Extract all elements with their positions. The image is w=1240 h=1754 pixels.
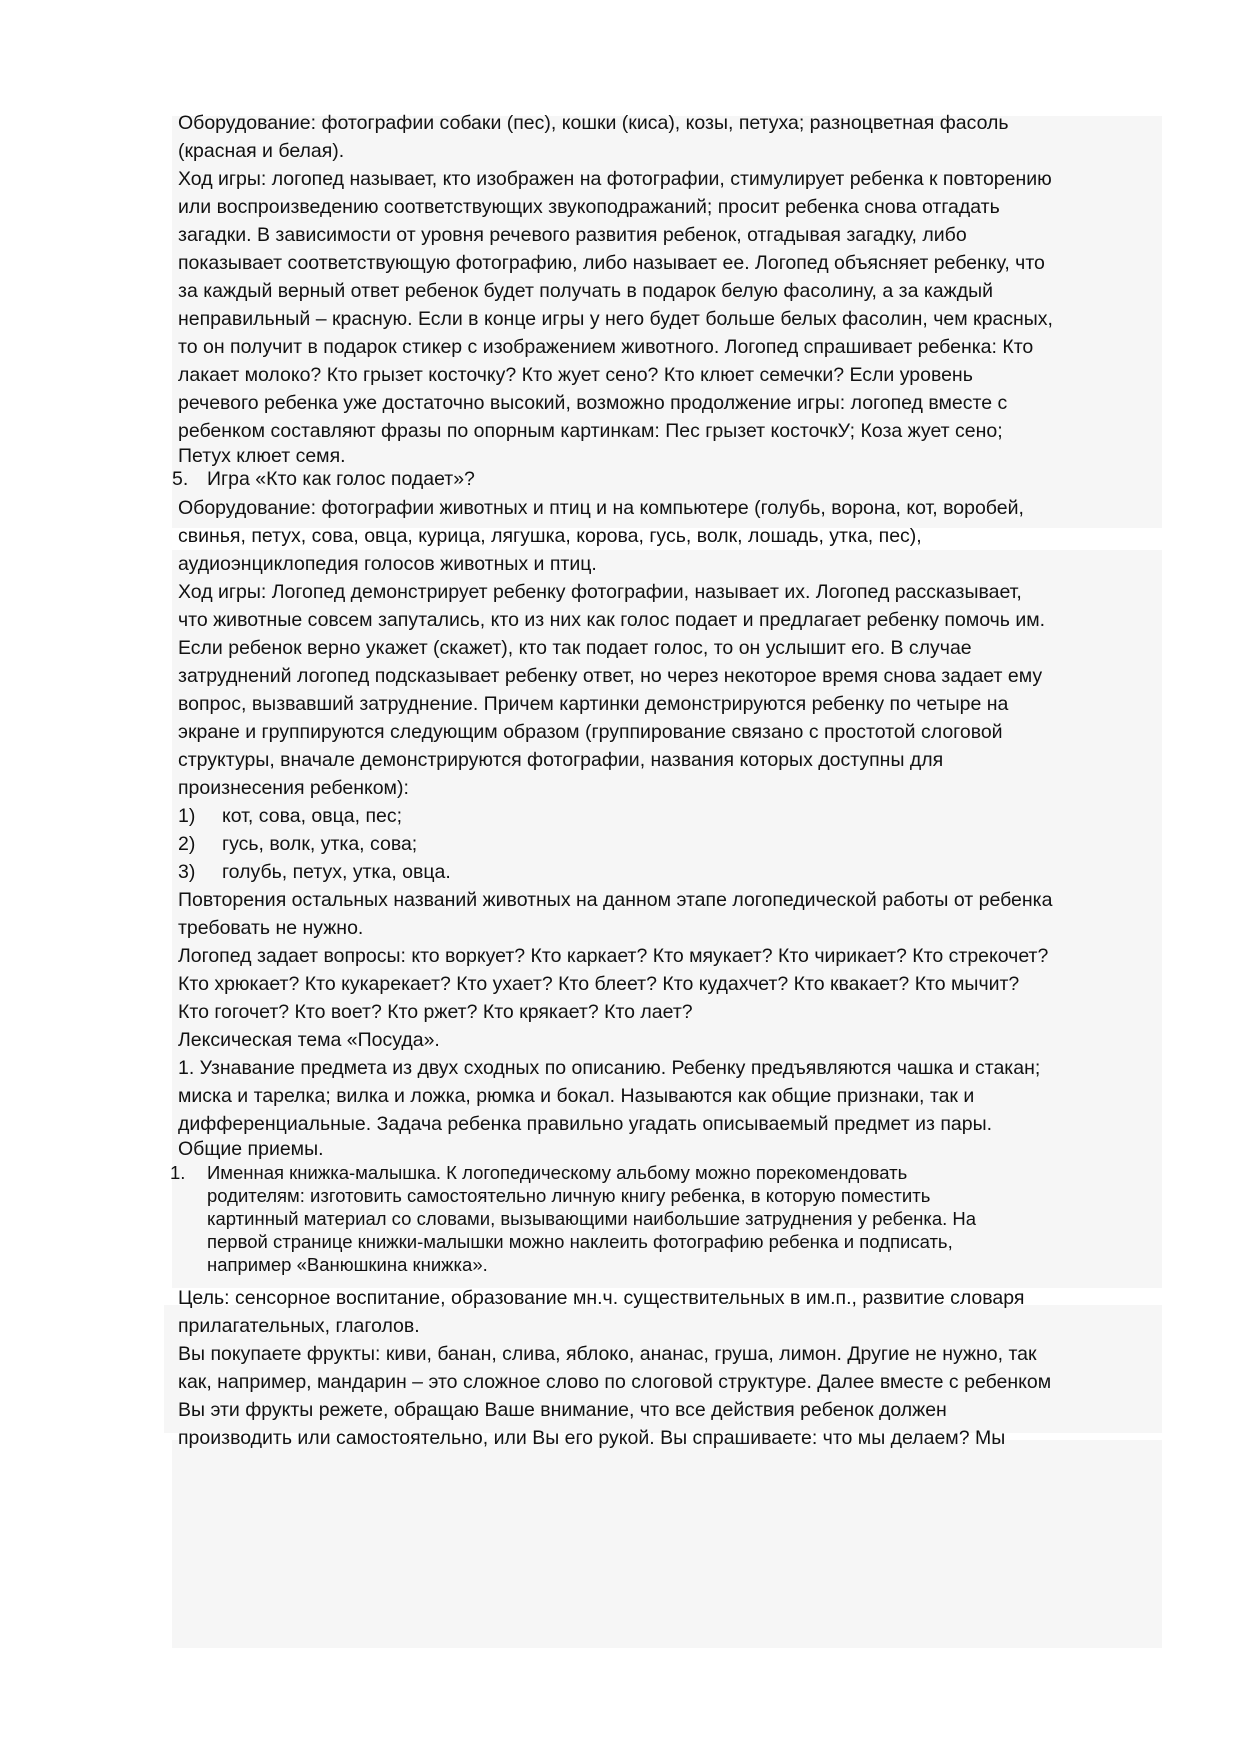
text-line: аудиоэнциклопедия голосов животных и птиц. bbox=[178, 553, 597, 575]
text-line: производить или самостоятельно, или Вы его рукой. Вы спрашиваете: что мы делаем? Мы bbox=[178, 1427, 1006, 1449]
text-line: Оборудование: фотографии собаки (пес), кошки (киса), козы, петуха; разноцветная фасоль bbox=[178, 112, 1009, 134]
text-line: родителям: изготовить самостоятельно личную книгу ребенка, в которую поместить bbox=[207, 1185, 931, 1206]
text-line: Вы покупаете фрукты: киви, банан, слива, яблоко, ананас, груша, лимон. Другие не нужно, так bbox=[178, 1343, 1037, 1365]
text-line: свинья, петух, сова, овца, курица, лягушка, корова, гусь, волк, лошадь, утка, пес), bbox=[178, 525, 922, 547]
text-line: то он получит в подарок стикер с изображением животного. Логопед спрашивает ребенка: Кто bbox=[178, 336, 1034, 358]
text-line: (красная и белая). bbox=[178, 140, 345, 162]
text-line: как, например, мандарин – это сложное слово по слоговой структуре. Далее вместе с ребенком bbox=[178, 1371, 1052, 1393]
text-line: миска и тарелка; вилка и ложка, рюмка и бокал. Называются как общие признаки, так и bbox=[178, 1085, 975, 1107]
list-number: 1) bbox=[178, 805, 196, 827]
text-line: Повторения остальных названий животных на данном этапе логопедической работы от ребенка bbox=[178, 889, 1053, 911]
text-line: Именная книжка-малышка. К логопедическому альбому можно порекомендовать bbox=[207, 1162, 908, 1183]
text-highlight-panel bbox=[172, 1440, 1162, 1648]
game-title: Игра «Кто как голос подает»? bbox=[207, 468, 475, 490]
text-line: картинный материал со словами, вызывающими наибольшие затруднения у ребенка. На bbox=[207, 1208, 977, 1229]
list-number: 5. bbox=[172, 468, 189, 490]
text-line: дифференциальные. Задача ребенка правильно угадать описываемый предмет из пары. bbox=[178, 1113, 993, 1135]
text-line: показывает соответствующую фотографию, либо называет ее. Логопед объясняет ребенку, что bbox=[178, 252, 1045, 274]
text-line: Если ребенок верно укажет (скажет), кто так подает голос, то он услышит его. В случае bbox=[178, 637, 972, 659]
text-line: неправильный – красную. Если в конце игры у него будет больше белых фасолин, чем красных, bbox=[178, 308, 1053, 330]
text-line: Вы эти фрукты режете, обращаю Ваше внимание, что все действия ребенок должен bbox=[178, 1399, 947, 1421]
text-line: Логопед задает вопросы: кто воркует? Кто каркает? Кто мяукает? Кто чирикает? Кто стрекочет? bbox=[178, 945, 1049, 967]
text-line: например «Ванюшкина книжка». bbox=[207, 1254, 488, 1275]
text-line: лакает молоко? Кто грызет косточку? Кто жует сено? Кто клюет семечки? Если уровень bbox=[178, 364, 973, 386]
text-line: Кто хрюкает? Кто кукарекает? Кто ухает? Кто блеет? Кто кудахчет? Кто квакает? Кто мычит? bbox=[178, 973, 1020, 995]
text-line: Ход игры: логопед называет, кто изображен на фотографии, стимулирует ребенка к повторению bbox=[178, 168, 1052, 190]
text-line: 1. Узнавание предмета из двух сходных по описанию. Ребенку предъявляются чашка и стакан; bbox=[178, 1057, 1041, 1079]
list-text: голубь, петух, утка, овца. bbox=[222, 861, 451, 883]
text-line: экране и группируются следующим образом (группирование связано с простотой слоговой bbox=[178, 721, 1003, 743]
section-title: Лексическая тема «Посуда». bbox=[178, 1029, 440, 1051]
list-text: гусь, волк, утка, сова; bbox=[222, 833, 418, 855]
text-line: что животные совсем запутались, кто из них как голос подает и предлагает ребенку помочь им. bbox=[178, 609, 1046, 631]
text-line: требовать не нужно. bbox=[178, 917, 364, 939]
text-line: ребенком составляют фразы по опорным картинкам: Пес грызет косточкУ; Коза жует сено; bbox=[178, 420, 1003, 442]
text-line: за каждый верный ответ ребенок будет получать в подарок белую фасолину, а за каждый bbox=[178, 280, 993, 302]
subheading: Общие приемы. bbox=[178, 1138, 324, 1160]
text-line: речевого ребенка уже достаточно высокий, возможно продолжение игры: логопед вместе с bbox=[178, 392, 1008, 414]
list-text: кот, сова, овца, пес; bbox=[222, 805, 403, 827]
text-line: Кто гогочет? Кто воет? Кто ржет? Кто крякает? Кто лает? bbox=[178, 1001, 693, 1023]
text-line: структуры, вначале демонстрируются фотографии, названия которых доступны для bbox=[178, 749, 944, 771]
text-line: прилагательных, глаголов. bbox=[178, 1315, 420, 1337]
text-line: Оборудование: фотографии животных и птиц и на компьютере (голубь, ворона, кот, воробей, bbox=[178, 497, 1024, 519]
list-number: 1. bbox=[170, 1162, 186, 1183]
text-line: загадки. В зависимости от уровня речевого развития ребенок, отгадывая загадку, либо bbox=[178, 224, 967, 246]
text-line: первой странице книжки-малышки можно наклеить фотографию ребенка и подписать, bbox=[207, 1231, 953, 1252]
text-line: или воспроизведению соответствующих звукоподражаний; просит ребенка снова отгадать bbox=[178, 196, 1000, 218]
text-line: Ход игры: Логопед демонстрирует ребенку фотографии, называет их. Логопед рассказывает, bbox=[178, 581, 1022, 603]
text-line: Цель: сенсорное воспитание, образование мн.ч. существительных в им.п., развитие словаря bbox=[178, 1287, 1025, 1309]
text-line: Петух клюет семя. bbox=[178, 445, 346, 467]
list-number: 2) bbox=[178, 833, 196, 855]
list-number: 3) bbox=[178, 861, 196, 883]
text-line: вопрос, вызвавший затруднение. Причем картинки демонстрируются ребенку по четыре на bbox=[178, 693, 1009, 715]
text-line: произнесения ребенком): bbox=[178, 777, 409, 799]
text-line: затруднений логопед подсказывает ребенку ответ, но через некоторое время снова задает ему bbox=[178, 665, 1043, 687]
